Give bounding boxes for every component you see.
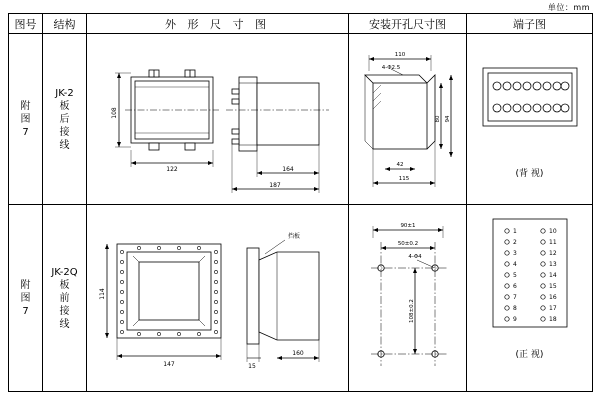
header-outline-drawing: 外 形 尺 寸 图	[87, 14, 349, 34]
row2-no-line2: 图	[20, 292, 31, 304]
row1-figure-no	[9, 34, 43, 205]
svg-text:12: 12	[548, 250, 557, 257]
row1-no-line1: 附	[20, 100, 31, 112]
row1-mount-bottom-big: 115	[398, 175, 409, 182]
row2-struct-line3: 前	[59, 292, 70, 304]
svg-text:11: 11	[548, 239, 557, 246]
row2-mount-top-width: 90±1	[399, 223, 416, 229]
unit-note: 单位：mm	[547, 3, 590, 12]
row2-mount-inner-width: 50±0.2	[397, 241, 418, 247]
svg-text:4: 4	[512, 261, 517, 268]
row1-mount-bottom-small: 42	[396, 161, 403, 168]
row1-mount-top-width: 110	[394, 51, 405, 58]
row2-terminal-drawing	[467, 205, 593, 392]
row1-dim-total: 187	[268, 181, 281, 189]
row1-structure	[43, 34, 87, 205]
spec-table	[8, 13, 593, 392]
row2-label-panel: 挡板	[287, 233, 300, 240]
row2-figure-no	[9, 205, 43, 392]
row1-dim-width: 122	[165, 165, 178, 173]
row2-structure	[43, 205, 87, 392]
header-terminal-drawing: 端子图	[467, 14, 593, 34]
row1-struct-line4: 接	[59, 126, 70, 138]
svg-text:15: 15	[548, 283, 557, 290]
svg-text:14: 14	[548, 272, 557, 279]
row2-mount-hole: 4-Φ4	[407, 254, 422, 260]
row2-terminal-caption: (正 视)	[515, 350, 544, 360]
table-row	[9, 205, 593, 392]
row1-struct-line5: 线	[59, 139, 70, 151]
svg-text:17: 17	[548, 305, 557, 312]
row1-dim-side: 164	[281, 165, 294, 173]
header-mounting-drawing: 安装开孔尺寸图	[349, 14, 467, 34]
svg-text:9: 9	[512, 316, 517, 323]
svg-text:8: 8	[512, 305, 517, 312]
row1-terminal-drawing	[467, 34, 593, 205]
table-header-row	[9, 14, 593, 34]
row2-no-line3: 7	[22, 305, 29, 317]
row1-dim-height: 108	[110, 106, 118, 119]
header-figure-no: 图号	[9, 14, 43, 34]
row1-struct-line2: 板	[59, 100, 70, 112]
row1-mount-right-inner: 80	[434, 115, 441, 122]
row1-outline-drawing	[87, 34, 349, 205]
svg-text:16: 16	[548, 294, 557, 301]
svg-text:1: 1	[512, 228, 517, 235]
row1-no-line3: 7	[22, 126, 29, 138]
row2-mounting-drawing	[349, 205, 467, 392]
svg-text:13: 13	[548, 261, 557, 268]
row1-mounting-drawing	[349, 34, 467, 205]
row2-dim-small: 15	[247, 363, 256, 370]
svg-text:10: 10	[548, 228, 557, 235]
row2-outline-drawing	[87, 205, 349, 392]
row2-struct-line2: 板	[59, 279, 70, 291]
svg-text:6: 6	[512, 283, 517, 290]
row1-mount-hole: 4-Φ2.5	[381, 64, 400, 71]
row1-mount-right-outer: 94	[444, 115, 451, 122]
row2-struct-line5: 线	[59, 318, 70, 330]
row2-no-line1: 附	[20, 279, 31, 291]
header-structure: 结构	[43, 14, 87, 34]
row2-mount-vertical: 108±0.2	[408, 299, 415, 323]
svg-text:7: 7	[512, 294, 517, 301]
row2-dim-side: 160	[291, 350, 304, 357]
row1-no-line2: 图	[20, 113, 31, 125]
svg-text:2: 2	[512, 239, 517, 246]
row2-dim-height: 114	[98, 288, 106, 300]
table-row	[9, 34, 593, 205]
row1-terminal-caption: (背 视)	[515, 169, 544, 179]
row2-struct-line1: JK-2Q	[51, 266, 78, 278]
svg-text:5: 5	[512, 272, 517, 279]
row2-dim-width: 147	[162, 361, 175, 368]
row1-struct-line3: 后	[59, 113, 70, 125]
row1-struct-line1: JK-2	[55, 87, 74, 99]
svg-text:18: 18	[548, 316, 557, 323]
row2-struct-line4: 接	[59, 305, 70, 317]
svg-text:3: 3	[512, 250, 517, 257]
